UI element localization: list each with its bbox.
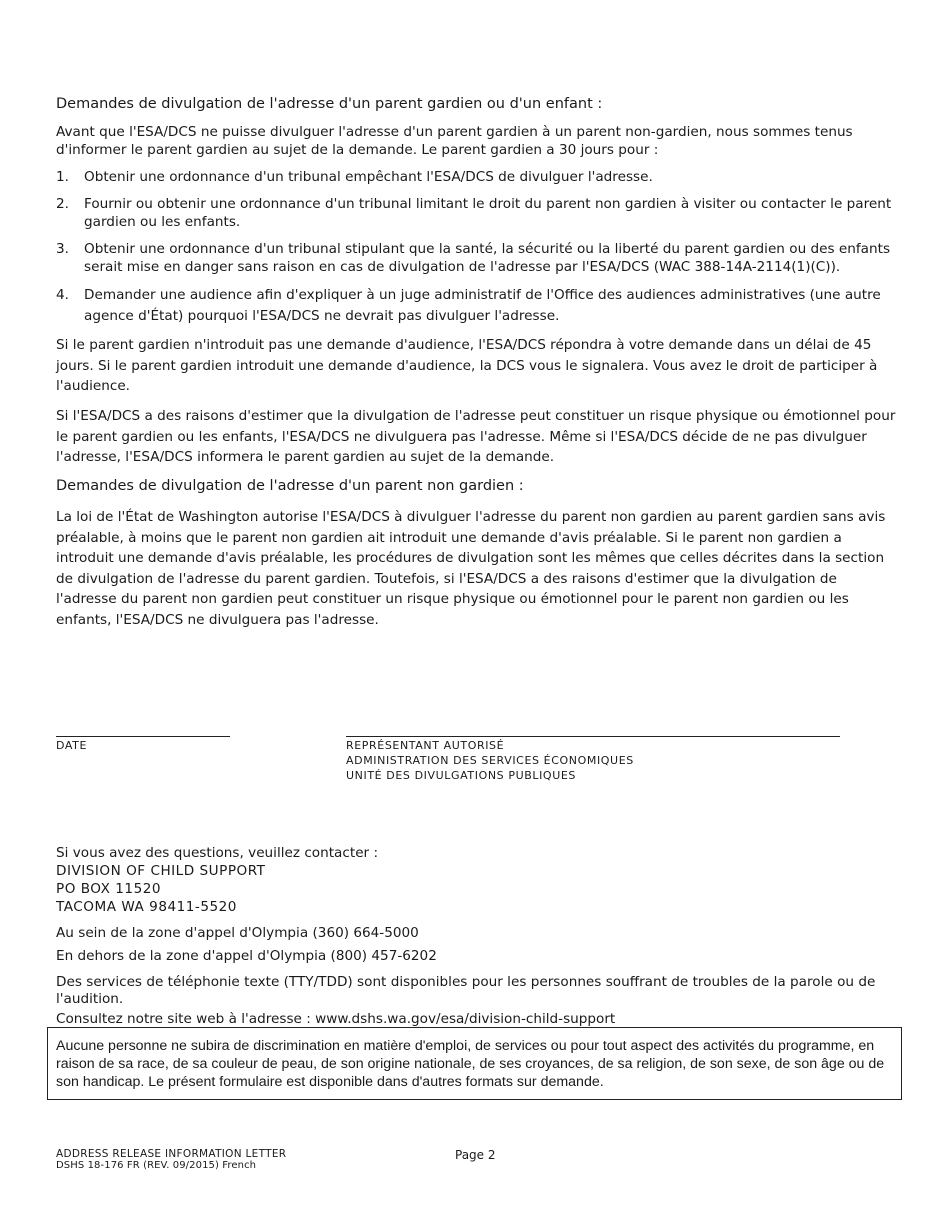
option-item-2 [56,195,896,231]
option-text: Obtenir une ordonnance d'un tribunal stipulant que la santé, la sécurité ou la liberté du parent gardien ou des enfants serait mise en danger sans raison en cas de divulgation de l'adresse par l'ESA/DCS (WAC 388-14A-2114(1)(C)). [84,241,891,275]
option-text: Obtenir une ordonnance d'un tribunal empêchant l'ESA/DCS de divulguer l'adresse. [84,169,653,185]
nondiscrimination-notice-text: Aucune personne ne subira de discrimination en matière d'emploi, de services ou pour tout aspect des activités du programme, en raison de sa race, de sa couleur de peau, de son origine nationale, de ses croyances, de sa religion, de son sexe, de son âge ou de son handicap. Le présent formulaire est disponible dans d'autres formats sur demande. [56,1038,885,1090]
contact-po-box: PO BOX 11520 [56,881,162,897]
unit-name: UNITÉ DES DIVULGATIONS PUBLIQUES [346,769,576,782]
contact-block [56,844,378,916]
footer-form-number: DSHS 18-176 FR (REV. 09/2015) French [56,1160,257,1171]
phone-outside: En dehors de la zone d'appel d'Olympia (800) 457-6202 [56,948,437,964]
noncustodial-paragraph: La loi de l'État de Washington autorise l'ESA/DCS à divulguer l'adresse du parent non gardien au parent gardien sans avis préalable, à moins que le parent non gardien ait introduit une demande d'avis préalable. Si le parent non gardien a introduit une demande d'avis préalable, les procédures de divulgation sont les mêmes que celles décrites dans la section de divulgation de l'adresse du parent gardien. Toutefois, si l'ESA/DCS a des raisons d'estimer que la divulgation de l'adresse du parent non gardien peut constituer un risque physique ou émotionnel pour le parent non gardien ou les enfants, l'ESA/DCS ne divulguera pas l'adresse. [56,509,886,628]
date-signature-line [56,736,230,737]
page-number: Page 2 [455,1148,496,1162]
option-number: 4. [56,287,69,303]
option-number: 1. [56,169,69,185]
option-number: 3. [56,241,69,257]
risk-paragraph: Si l'ESA/DCS a des raisons d'estimer que la divulgation de l'adresse peut constituer un risque physique ou émotionnel pour le parent gardien ou les enfants, l'ESA/DCS ne divulguera pas l'adresse. Même si l'ESA/DCS décide de ne pas divulguer l'adresse, l'ESA/DCS informera le parent gardien au sujet de la demande. [56,408,896,465]
custodial-heading: Demandes de divulgation de l'adresse d'un parent gardien ou d'un enfant : [56,96,603,112]
administration-name: ADMINISTRATION DES SERVICES ÉCONOMIQUES [346,754,634,767]
option-number: 2. [56,196,69,212]
representative-title: REPRÉSENTANT AUTORISÉ [346,739,505,752]
option-item-1 [56,168,896,186]
contact-city: TACOMA WA 98411-5520 [56,899,237,915]
hearing-paragraph: Si le parent gardien n'introduit pas une demande d'audience, l'ESA/DCS répondra à votre demande dans un délai de 45 jours. Si le parent gardien introduit une demande d'audience, la DCS vous le signalera. Vous avez le droit de participer à l'audience. [56,337,878,394]
option-text: Demander une audience afin d'expliquer à un juge administratif de l'Office des audiences administratives (une autre agence d'État) pourquoi l'ESA/DCS ne devrait pas divulguer l'adresse. [84,287,881,324]
representative-block [346,738,634,783]
contact-organization: DIVISION OF CHILD SUPPORT [56,863,266,879]
website-link[interactable]: Consultez notre site web à l'adresse : www.dshs.wa.gov/esa/division-child-support [56,1011,616,1027]
footer-form-info [56,1148,286,1172]
representative-signature-line [346,736,840,737]
nondiscrimination-notice-box [47,1027,902,1100]
noncustodial-heading: Demandes de divulgation de l'adresse d'un parent non gardien : [56,478,524,494]
contact-intro: Si vous avez des questions, veuillez contacter : [56,845,379,861]
tty-notice: Des services de téléphonie texte (TTY/TDD) sont disponibles pour les personnes souffrant de troubles de la parole ou de l'audition. [56,974,876,1007]
date-label: DATE [56,739,88,752]
custodial-intro: Avant que l'ESA/DCS ne puisse divulguer l'adresse d'un parent gardien à un parent non-gardien, nous sommes tenus d'informer le parent gardien au sujet de la demande. Le parent gardien a 30 jours pour : [56,124,853,158]
footer-form-title: ADDRESS RELEASE INFORMATION LETTER [56,1148,287,1160]
option-item-3 [56,240,896,276]
phone-local: Au sein de la zone d'appel d'Olympia (360) 664-5000 [56,925,419,941]
option-item-4 [56,285,896,327]
option-text: Fournir ou obtenir une ordonnance d'un tribunal limitant le droit du parent non gardien à visiter ou contacter le parent gardien ou les enfants. [84,196,892,230]
